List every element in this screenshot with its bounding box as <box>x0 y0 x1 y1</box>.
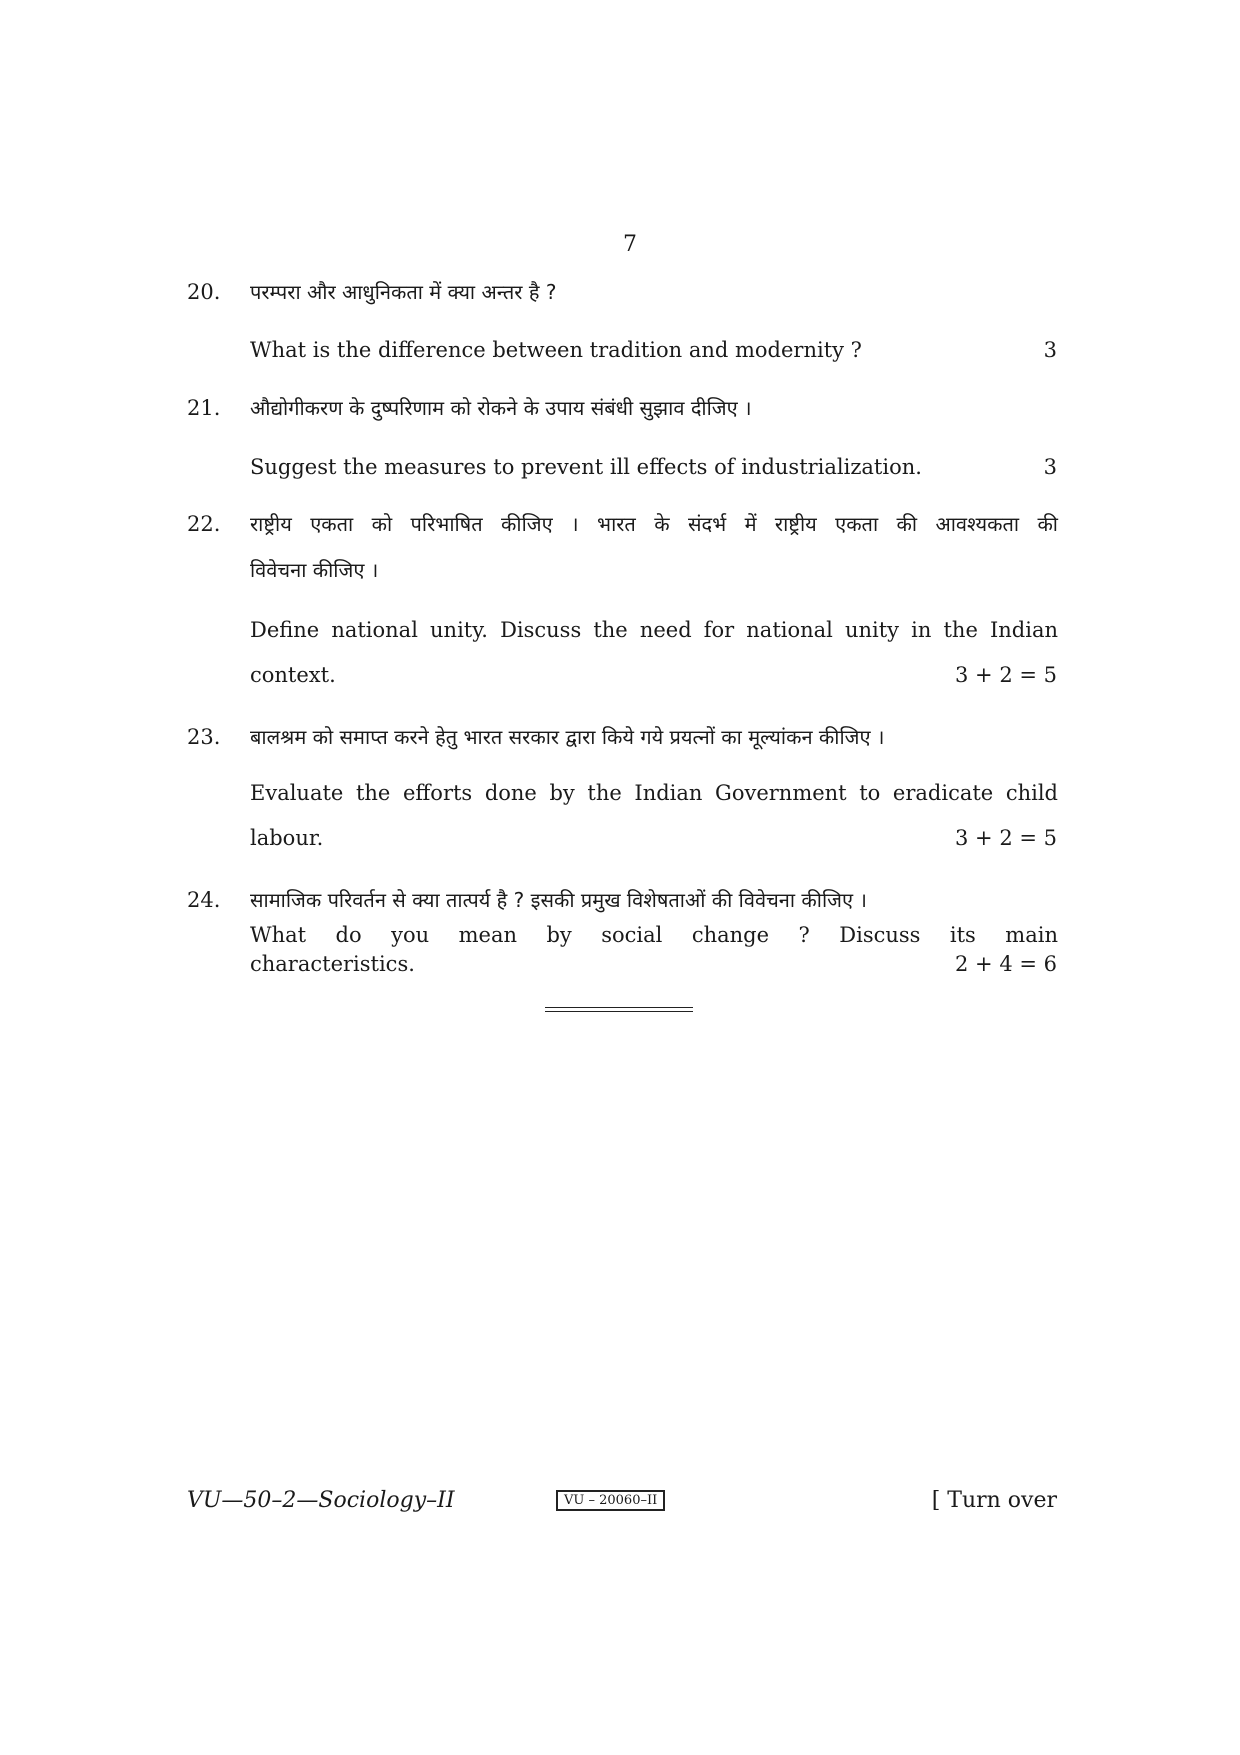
question-marks: 2 + 4 = 6 <box>955 952 1057 976</box>
question-marks: 3 <box>1043 455 1057 479</box>
question-hindi-text: परम्परा और आधुनिकता में क्या अन्तर है ? <box>250 280 557 304</box>
footer-box-code: VU – 20060–II <box>556 1490 665 1511</box>
question-english-text-line-1: Evaluate the efforts done by the Indian Government to eradicate child <box>250 781 1058 805</box>
question-english-text: What is the difference between tradition and modernity ? <box>250 338 862 362</box>
page-number: 7 <box>623 232 637 257</box>
question-marks: 3 + 2 = 5 <box>955 826 1057 850</box>
question-number: 24. <box>187 888 221 912</box>
question-number: 22. <box>187 512 221 536</box>
question-hindi-text-line-1: राष्ट्रीय एकता को परिभाषित कीजिए । भारत के संदर्भ में राष्ट्रीय एकता की आवश्यकता की <box>250 512 1058 536</box>
question-marks: 3 <box>1043 338 1057 362</box>
footer-paper-code: VU—50–2—Sociology–II <box>187 1488 455 1513</box>
footer-turn-over: [ Turn over <box>931 1488 1057 1513</box>
question-hindi-text: औद्योगीकरण के दुष्परिणाम को रोकने के उपाय संबंधी सुझाव दीजिए । <box>250 396 752 420</box>
end-divider <box>545 1007 693 1012</box>
question-hindi-text-line-2: विवेचना कीजिए । <box>250 558 379 582</box>
question-marks: 3 + 2 = 5 <box>955 663 1057 687</box>
question-english-text-line-2: context. <box>250 663 336 687</box>
question-hindi-text: बालश्रम को समाप्त करने हेतु भारत सरकार द्वारा किये गये प्रयत्नों का मूल्यांकन कीजिए । <box>250 725 885 749</box>
question-english-text-line-1: Define national unity. Discuss the need for national unity in the Indian <box>250 618 1058 642</box>
question-number: 23. <box>187 725 221 749</box>
question-hindi-text: सामाजिक परिवर्तन से क्या तात्पर्य है ? इसकी प्रमुख विशेषताओं की विवेचना कीजिए । <box>250 888 867 912</box>
question-english-text: Suggest the measures to prevent ill effects of industrialization. <box>250 455 922 479</box>
question-number: 20. <box>187 280 221 304</box>
question-number: 21. <box>187 396 221 420</box>
question-english-text-line-2: characteristics. <box>250 952 415 976</box>
question-english-text-line-1: What do you mean by social change ? Discuss its main <box>250 923 1058 947</box>
question-english-text-line-2: labour. <box>250 826 324 850</box>
